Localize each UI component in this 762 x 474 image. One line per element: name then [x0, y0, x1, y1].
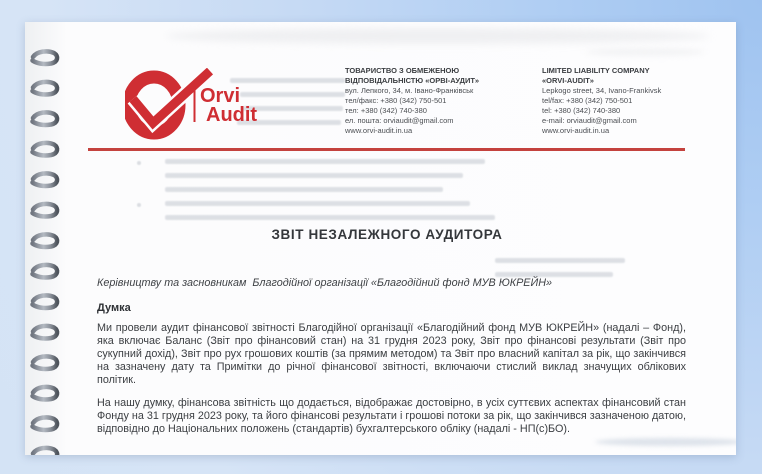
- letterhead-line: LIMITED LIABILITY COMPANY: [542, 66, 650, 75]
- spiral-coil-icon: [33, 295, 58, 308]
- spiral-coil-icon: [33, 417, 58, 430]
- letterhead-line: Lepkogo street, 34, Ivano-Frankivsk: [542, 86, 662, 95]
- spiral-coil-icon: [33, 234, 58, 247]
- logo-text-audit: Audit: [206, 104, 258, 126]
- report-addressee: Керівництву та засновникам Благодійної організації «Благодійний фонд МУВ ЮКРЕЙН»: [97, 277, 553, 289]
- spiral-coil-icon: [33, 82, 58, 95]
- spiral-coil-icon: [33, 326, 58, 339]
- letterhead-en-block: [542, 66, 736, 136]
- opinion-section-heading: Думка: [97, 302, 131, 314]
- spiral-coil-icon: [33, 265, 58, 278]
- letterhead-website: www.orvi-audit.in.ua: [542, 126, 610, 135]
- opinion-paragraph-1: Ми провели аудит фінансової звітності Благодійної організації «Благодійний фонд МУВ ЮКРЕЙН» (надалі – Фонд), яка включає Баланс (Звіт про фінансовий стан) на 31 грудня 2023 року, Звіт про фінансові результати (Звіт про сукупний дохід), Звіт про рух грошових коштів (за прямим методом) та Звіт про власний капітал за рік, що закінчився на зазначену дату та Примітки до річної фінансової звітності, включаючи стислий виклад значущих облікових політик.: [97, 322, 686, 386]
- bleedthrough-text-artifact: [165, 201, 470, 206]
- report-title: ЗВІТ НЕЗАЛЕЖНОГО АУДИТОРА: [271, 227, 503, 242]
- bleedthrough-text-artifact: [137, 203, 141, 207]
- letterhead-line: e-mail: orviaudit@gmail.com: [542, 116, 637, 125]
- bleedthrough-text-artifact: [495, 258, 625, 263]
- logo-divider: [194, 85, 196, 122]
- spiral-coil-icon: [33, 204, 58, 217]
- spiral-coil-icon: [33, 51, 58, 64]
- orvi-audit-logo: [125, 68, 265, 140]
- bleedthrough-text-artifact: [165, 215, 495, 220]
- spiral-coil-icon: [33, 356, 58, 369]
- bleedthrough-text-artifact: [165, 187, 443, 192]
- logo-text-orvi: Orvi: [200, 85, 241, 107]
- spiral-coil-icon: [33, 173, 58, 186]
- opinion-paragraph-2: На нашу думку, фінансова звітність що додається, відображає достовірно, в усіх суттєвих аспектах фінансовий стан Фонду на 31 грудня 2023 року, та його фінансові результати і грошові потоки за рік, що закінчився зазначеною датою, відповідно до Національних положень (стандартів) бухгалтерського обліку (надалі - НП(с)БО).: [97, 397, 686, 435]
- header-divider-rule: [88, 148, 685, 151]
- scan-artifact: [585, 48, 705, 56]
- scan-artifact: [165, 28, 710, 44]
- opinion-section: [97, 302, 686, 446]
- letterhead-line: вул. Лепкого, 34, м. Івано-Франківськ: [345, 86, 474, 95]
- spiral-binding: [27, 22, 61, 455]
- letterhead-line: ТОВАРИСТВО З ОБМЕЖЕНОЮ: [345, 66, 460, 75]
- letterhead-line: tel/fax: +380 (342) 750-501: [542, 96, 633, 105]
- spiral-coil-icon: [33, 143, 58, 156]
- letterhead-line: ел. пошта: orviaudit@gmail.com: [345, 116, 454, 125]
- bleedthrough-text-artifact: [137, 161, 141, 165]
- letterhead-line: «ORVI-AUDIT»: [542, 76, 594, 85]
- letterhead-line: ВІДПОВІДАЛЬНІСТЮ «ОРВІ-АУДИТ»: [345, 76, 480, 85]
- bleedthrough-text-artifact: [165, 159, 485, 164]
- spiral-coil-icon: [33, 387, 58, 400]
- letterhead-website: www.orvi-audit.in.ua: [345, 126, 413, 135]
- letterhead-line: tel: +380 (342) 740-380: [542, 106, 621, 115]
- spiral-coil-icon: [33, 448, 58, 455]
- bleedthrough-text-artifact: [165, 173, 463, 178]
- spiral-coil-icon: [33, 112, 58, 125]
- letterhead-line: тел: +380 (342) 740-380: [345, 106, 427, 115]
- letterhead-ua-block: [345, 66, 540, 136]
- letterhead-line: тел/факс: +380 (342) 750-501: [345, 96, 447, 105]
- scanned-document-page: [25, 22, 736, 455]
